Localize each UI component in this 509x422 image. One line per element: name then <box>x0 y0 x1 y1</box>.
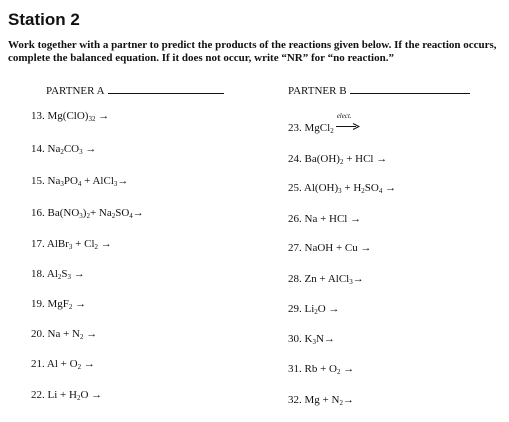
reaction-number: 31. <box>288 363 305 375</box>
reaction-item <box>288 213 361 226</box>
reaction-equation: $Al + O_2$ → <box>46 358 95 371</box>
electrolysis-label: elect. <box>336 112 352 120</box>
partner-b-blank-line[interactable] <box>350 83 470 94</box>
reaction-item <box>31 268 85 281</box>
reaction-item <box>31 238 112 251</box>
reaction-equation: $Na_3PO_4$ + AlCl$_3$→ <box>47 175 129 188</box>
reaction-equation: NaOH + Cu → <box>304 242 372 254</box>
reaction-equation: $Na_2CO_3$ → <box>47 143 97 156</box>
partner-b-label: PARTNER B <box>288 85 347 97</box>
reaction-equation: AlBr$_3$ + $Cl_2$ → <box>46 238 112 251</box>
reaction-equation: $Li_2O$ → <box>304 303 340 316</box>
reaction-number: 16. <box>31 207 48 219</box>
reaction-item <box>288 333 335 346</box>
reaction-item <box>288 273 364 286</box>
partner-b-field <box>288 83 470 98</box>
reaction-number: 14. <box>31 143 48 155</box>
reaction-equation: $Mg(ClO)_{32}$ → <box>47 110 110 123</box>
reaction-equation: Na + HCl → <box>304 213 362 225</box>
reaction-number: 24. <box>288 153 305 165</box>
reaction-item <box>31 298 86 311</box>
reaction-number: 29. <box>288 303 305 315</box>
reaction-equation: $Li + H_2O$ → <box>47 389 103 402</box>
reaction-item <box>288 153 387 166</box>
reaction-item <box>31 389 102 402</box>
reaction-number: 20. <box>31 328 48 340</box>
reaction-equation: MgCl$_2$ <box>304 122 334 135</box>
reaction-item <box>288 303 339 316</box>
reaction-number: 19. <box>31 298 48 310</box>
reaction-item <box>31 328 97 341</box>
reaction-equation: MgF$_2$ → <box>47 298 87 311</box>
reaction-number: 22. <box>31 389 48 401</box>
reaction-number: 15. <box>31 175 48 187</box>
reaction-number: 28. <box>288 273 305 285</box>
reaction-equation: $Al(OH)_3 + H_2SO_4$ → <box>303 182 397 195</box>
page-title: Station 2 <box>8 10 80 29</box>
instructions-text: Work together with a partner to predict the products of the reactions given below. If the reaction occurs, complete the balanced equation. If it does not occur, write “NR” for “no reaction.” <box>8 39 497 64</box>
reaction-number: 27. <box>288 242 305 254</box>
reaction-equation: $Rb + O_2$ → <box>304 363 355 376</box>
reaction-equation: $K_3N\to$ <box>304 333 335 346</box>
reaction-number: 17. <box>31 238 47 250</box>
reaction-item <box>288 112 360 135</box>
reaction-number: 18. <box>31 268 47 280</box>
reaction-number: 32. <box>288 394 305 406</box>
reaction-equation: $Mg + N_2\to$ <box>304 394 354 407</box>
reaction-number: 23. <box>288 122 305 134</box>
reaction-equation: $Al_2S_3$ → <box>46 268 85 281</box>
reaction-number: 25. <box>288 182 304 194</box>
partner-a-blank-line[interactable] <box>108 83 224 94</box>
partner-a-field <box>46 83 224 98</box>
reaction-item <box>288 242 372 255</box>
reaction-item <box>31 175 128 188</box>
reaction-item <box>288 394 354 407</box>
reaction-equation: $Ba(OH)_2$ + HCl → <box>304 153 388 166</box>
reaction-item <box>31 110 109 123</box>
reaction-number: 30. <box>288 333 305 345</box>
reaction-number: 26. <box>288 213 305 225</box>
reaction-number: 13. <box>31 110 48 122</box>
reaction-equation: $Ba(NO_3)_2+ Na_2SO_4\to$ <box>47 207 144 220</box>
reaction-item <box>31 143 96 156</box>
electrolysis-arrow <box>336 112 360 131</box>
reaction-item <box>288 182 396 195</box>
reaction-item <box>31 207 144 220</box>
reaction-item <box>288 363 354 376</box>
reaction-equation: Zn + AlCl$_3$→ <box>304 273 364 286</box>
reaction-equation: $Na + N_2$ → <box>47 328 98 341</box>
reaction-number: 21. <box>31 358 47 370</box>
long-arrow-icon <box>336 123 360 130</box>
reaction-item <box>31 358 95 371</box>
partner-a-label: PARTNER A <box>46 85 105 97</box>
